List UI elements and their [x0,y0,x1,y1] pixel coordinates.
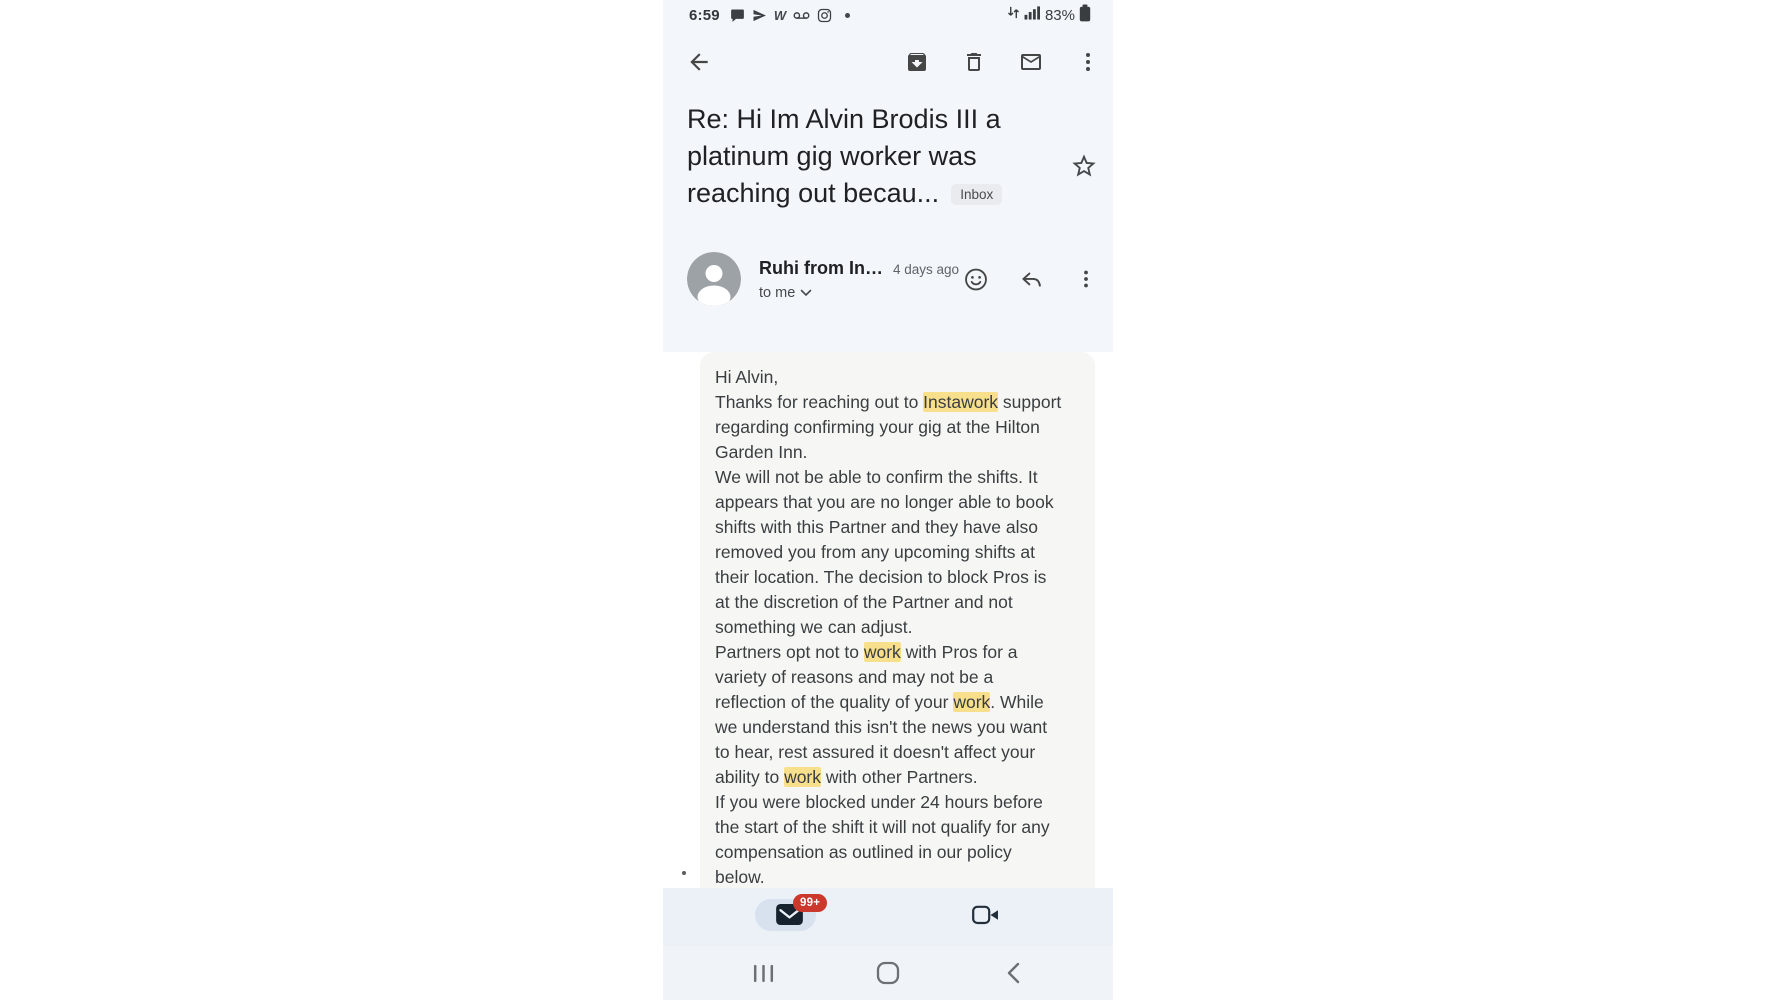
signal-bars-icon [1024,5,1041,25]
mail-unread-button[interactable] [1019,50,1043,74]
body-text-line: at the discretion of the Partner and not [715,592,1013,612]
inbox-label: Inbox [951,184,1002,205]
highlighted-text: work [953,692,991,712]
video-camera-icon [972,905,1000,925]
home-button[interactable] [875,960,901,986]
body-text-line: the start of the shift it will not qualify for any [715,817,1050,837]
unread-count-badge: 99+ [793,894,827,912]
more-options-button[interactable] [1076,50,1100,74]
body-text-line: reflection of the quality of your work. While [715,692,1044,712]
subject-line: Re: Hi Im Alvin Brodis III a [687,104,1001,134]
body-text-line: below. [715,867,765,887]
status-bar [663,0,1113,30]
highlighted-text: work [784,767,822,787]
body-text-line: appears that you are no longer able to book [715,492,1054,512]
send-icon [752,8,767,23]
recents-button[interactable] [750,960,776,986]
highlighted-text: Instawork [923,392,999,412]
phone-screen [663,0,1113,1000]
delete-button[interactable] [962,50,986,74]
volte-arrows-icon [1007,5,1020,25]
body-text-line: their location. The decision to block Pros is [715,567,1047,587]
battery-percent: 83% [1044,6,1075,24]
bottom-tab-bar [663,888,1113,946]
subject-line: reaching out becau... Inbox [687,175,1027,212]
body-text-line: to hear, rest assured it doesn't affect your [715,742,1036,762]
voicemail-icon [793,9,810,22]
body-text-line: shifts with this Partner and they have also [715,517,1038,537]
email-body-region [663,352,1113,888]
body-text-line: Hi Alvin, [715,367,779,387]
sender-name: Ruhi from In… [759,257,883,278]
star-button[interactable] [1069,151,1099,181]
body-text-line: Thanks for reaching out to Instawork support [715,392,1062,412]
nav-back-button[interactable] [1000,960,1026,986]
body-text-line: removed you from any upcoming shifts at [715,542,1036,562]
notification-icons [730,8,850,23]
body-text-line: we understand this isn't the news you want [715,717,1048,737]
tab-meet[interactable] [968,899,1004,931]
sender-timestamp: 4 days ago [893,261,960,277]
body-text-line: ability to work with other Partners. [715,767,978,787]
stray-dot [682,871,686,875]
body-text-line: regarding confirming your gig at the Hilton [715,417,1040,437]
home-icon [876,961,900,985]
body-text-line: something we can adjust. [715,617,913,637]
system-nav-bar [663,946,1113,1000]
instagram-icon [817,8,832,23]
recipient-dropdown[interactable] [759,285,959,301]
email-content-card [700,352,1095,888]
message-more-button[interactable] [1073,266,1099,292]
body-text-line: Partners opt not to work with Pros for a [715,642,1018,662]
chevron-down-icon [800,289,812,297]
body-text-line: If you were blocked under 24 hours before [715,792,1043,812]
back-button[interactable] [685,48,713,76]
message-toolbar [663,38,1113,86]
body-text-line: variety of reasons and may not be a [715,667,994,687]
status-right-icons [1007,4,1091,27]
sender-avatar[interactable] [687,252,741,306]
sender-meta [759,258,959,301]
recents-icon [753,963,774,984]
notification-dot-icon [845,13,850,18]
body-text-line: compensation as outlined in our policy [715,842,1012,862]
battery-icon [1079,4,1091,27]
sender-actions [963,266,1099,292]
subject-title [687,101,1027,212]
highlighted-text: work [863,642,901,662]
w-app-icon: W [773,7,787,23]
reply-button[interactable] [1018,266,1044,292]
subject-line: platinum gig worker was [687,141,977,171]
body-text-line: We will not be able to confirm the shifts. It [715,467,1038,487]
sender-row [687,245,1099,313]
body-text-line: Garden Inn. [715,442,808,462]
recipient-label: to me [759,284,796,301]
emoji-reaction-button[interactable] [963,266,989,292]
nav-back-icon [1006,962,1020,984]
chat-bubble-icon [730,8,745,23]
status-time: 6:59 [689,6,720,24]
archive-button[interactable] [905,50,929,74]
